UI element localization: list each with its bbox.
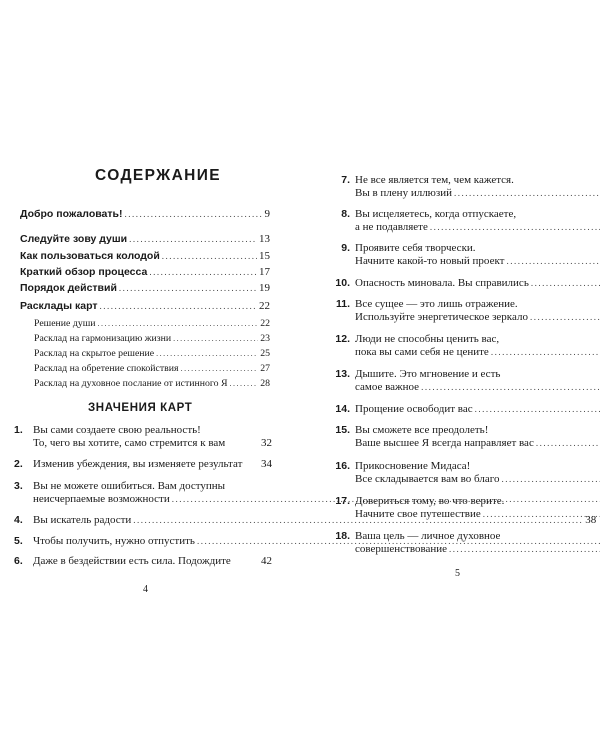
leader-dots bbox=[156, 347, 258, 360]
toc-subentry-page: 25 bbox=[260, 348, 270, 359]
toc-entry[interactable] bbox=[20, 282, 270, 295]
leader-dots bbox=[531, 277, 600, 290]
leader-dots bbox=[430, 221, 600, 234]
card-entry[interactable] bbox=[328, 460, 581, 486]
card-page: 34 bbox=[261, 458, 272, 470]
card-title-line: То, чего вы хотите, само стремится к вам bbox=[33, 437, 226, 449]
leader-dots bbox=[501, 473, 600, 486]
card-title-line: Люди не способны ценить вас, bbox=[355, 333, 500, 345]
card-title-line: Вы сами создаете свою реальность! bbox=[33, 424, 201, 436]
leader-dots bbox=[181, 362, 259, 375]
card-entry[interactable] bbox=[328, 403, 581, 416]
leader-dots bbox=[454, 187, 600, 200]
toc-entry[interactable] bbox=[20, 208, 270, 221]
card-number: 9. bbox=[341, 242, 350, 254]
card-entry[interactable] bbox=[328, 277, 581, 290]
leader-dots bbox=[162, 250, 257, 263]
card-entry[interactable] bbox=[14, 535, 272, 548]
leader-dots bbox=[98, 317, 259, 330]
card-number: 16. bbox=[335, 460, 350, 472]
toc-subentry-label: Решение души bbox=[34, 318, 96, 329]
leader-dots bbox=[491, 346, 600, 359]
leader-dots bbox=[149, 266, 257, 279]
card-number: 7. bbox=[341, 174, 350, 186]
leader-dots bbox=[475, 403, 600, 416]
right-page bbox=[300, 0, 600, 750]
card-entry[interactable] bbox=[14, 458, 272, 471]
card-title-line: Чтобы получить, нужно отпустить bbox=[33, 535, 195, 547]
card-page: 42 bbox=[261, 555, 272, 567]
leader-dots bbox=[100, 300, 258, 313]
card-title-line: Проявите себя творчески. bbox=[355, 242, 476, 254]
toc-entry[interactable] bbox=[20, 300, 270, 313]
leader-dots bbox=[173, 332, 258, 345]
card-title-line: Ваше высшее Я всегда направляет вас bbox=[355, 437, 534, 449]
leader-dots bbox=[124, 208, 262, 221]
card-page: 32 bbox=[261, 437, 272, 449]
leader-dots bbox=[483, 508, 600, 521]
card-entry[interactable] bbox=[14, 480, 272, 506]
card-entry[interactable] bbox=[328, 208, 581, 234]
toc-entry-label: Как пользоваться колодой bbox=[20, 250, 160, 262]
card-entry[interactable] bbox=[328, 530, 581, 556]
card-number: 5. bbox=[14, 535, 23, 547]
toc-entry-page: 17 bbox=[259, 266, 270, 278]
card-entry[interactable] bbox=[328, 333, 581, 359]
card-title-line: пока вы сами себя не цените bbox=[355, 346, 489, 358]
card-entry[interactable] bbox=[328, 242, 581, 268]
card-title-line: Вы не можете ошибиться. Вам доступны bbox=[33, 480, 226, 492]
toc-subentry-page: 23 bbox=[260, 333, 270, 344]
toc-subentry-label: Расклад на обретение спокойствия bbox=[34, 363, 179, 374]
card-number: 10. bbox=[335, 277, 350, 289]
toc-entry-label: Расклады карт bbox=[20, 300, 98, 312]
card-entry[interactable] bbox=[328, 298, 581, 324]
toc-entry[interactable] bbox=[20, 266, 270, 279]
card-title-line: самое важное bbox=[355, 381, 420, 393]
leader-dots bbox=[530, 311, 600, 324]
card-title-line: Не все является тем, чем кажется. bbox=[355, 174, 514, 186]
card-number: 2. bbox=[14, 458, 23, 470]
toc-subentry-page: 28 bbox=[260, 378, 270, 389]
card-title-line: а не подавляете bbox=[355, 221, 428, 233]
toc-entry-page: 13 bbox=[259, 233, 270, 245]
card-number: 18. bbox=[335, 530, 350, 542]
card-title-line: Ваша цель — личное духовное bbox=[355, 530, 501, 542]
toc-entry-page: 15 bbox=[259, 250, 270, 262]
card-title-line: Вы в плену иллюзий bbox=[355, 187, 453, 199]
card-number: 8. bbox=[341, 208, 350, 220]
card-entry[interactable] bbox=[328, 174, 581, 200]
leader-dots bbox=[506, 255, 600, 268]
card-title-line: Вы сможете все преодолеть! bbox=[355, 424, 489, 436]
toc-subentry-label: Расклад на гармонизацию жизни bbox=[34, 333, 172, 344]
toc-entry-page: 9 bbox=[264, 208, 270, 220]
toc-title: СОДЕРЖАНИЕ bbox=[95, 167, 222, 184]
card-number: 12. bbox=[335, 333, 350, 345]
card-number: 15. bbox=[335, 424, 350, 436]
toc-entry-label: Порядок действий bbox=[20, 282, 117, 294]
toc-entry-page: 22 bbox=[259, 300, 270, 312]
card-title-line: Начните свое путешествие bbox=[355, 508, 481, 520]
card-title-line: Дышите. Это мгновение и есть bbox=[355, 368, 501, 380]
card-number: 1. bbox=[14, 424, 23, 436]
toc-subentry[interactable] bbox=[34, 317, 270, 330]
toc-subentry-label: Расклад на духовное послание от истинного Я bbox=[34, 378, 228, 389]
card-title-line: Изменив убеждения, вы изменяете результат bbox=[33, 458, 243, 470]
toc-entry-label: Следуйте зову души bbox=[20, 233, 128, 245]
leader-dots bbox=[449, 543, 600, 556]
page-folio: 4 bbox=[143, 584, 148, 595]
toc-entry-label: Добро пожаловать! bbox=[20, 208, 123, 220]
card-title-line: Все сущее — это лишь отражение. bbox=[355, 298, 518, 310]
card-number: 11. bbox=[335, 298, 350, 310]
card-number: 3. bbox=[14, 480, 23, 492]
card-number: 14. bbox=[335, 403, 350, 415]
card-number: 4. bbox=[14, 514, 23, 526]
section-title: ЗНАЧЕНИЯ КАРТ bbox=[88, 402, 193, 414]
toc-entry[interactable] bbox=[20, 250, 270, 263]
leader-dots bbox=[119, 282, 257, 295]
card-page: 38 bbox=[585, 514, 597, 526]
card-title-line: Используйте энергетическое зеркало bbox=[355, 311, 528, 323]
card-number: 6. bbox=[14, 555, 23, 567]
toc-entry[interactable] bbox=[20, 233, 270, 246]
card-entry[interactable] bbox=[328, 424, 581, 450]
card-title-line: Вы искатель радости bbox=[33, 514, 132, 526]
leader-dots bbox=[421, 381, 600, 394]
toc-subentry-page: 22 bbox=[260, 318, 270, 329]
leader-dots bbox=[536, 437, 600, 450]
card-number: 13. bbox=[335, 368, 350, 380]
card-title-line: Довериться тому, во что верите. bbox=[355, 495, 505, 507]
card-entry[interactable] bbox=[328, 368, 581, 394]
leader-dots bbox=[129, 233, 257, 246]
page-folio: 5 bbox=[455, 568, 460, 579]
toc-entry-label: Краткий обзор процесса bbox=[20, 266, 148, 278]
card-title-line: Даже в бездействии есть сила. Подождите bbox=[33, 555, 231, 567]
card-entry[interactable] bbox=[328, 495, 581, 521]
leader-dots bbox=[230, 377, 259, 390]
toc-subentry-label: Расклад на скрытое решение bbox=[34, 348, 155, 359]
toc-subentry[interactable] bbox=[34, 377, 270, 390]
toc-subentry[interactable] bbox=[34, 332, 270, 345]
toc-subentry-page: 27 bbox=[260, 363, 270, 374]
card-entry[interactable] bbox=[14, 555, 272, 568]
toc-entry-page: 19 bbox=[259, 282, 270, 294]
toc-subentry[interactable] bbox=[34, 362, 270, 375]
card-title-line: совершенствование bbox=[355, 543, 448, 555]
card-title-line: неисчерпаемые возможности bbox=[33, 493, 170, 505]
card-title-line: Начните какой-то новый проект bbox=[355, 255, 505, 267]
card-title-line: Прощение освободит вас bbox=[355, 403, 473, 415]
card-title-line: Вы исцеляетесь, когда отпускаете, bbox=[355, 208, 517, 220]
card-title-line: Опасность миновала. Вы справились bbox=[355, 277, 529, 289]
card-title-line: Прикосновение Мидаса! bbox=[355, 460, 471, 472]
card-number: 17. bbox=[335, 495, 350, 507]
card-entry[interactable] bbox=[14, 424, 272, 450]
toc-subentry[interactable] bbox=[34, 347, 270, 360]
card-title-line: Все складывается вам во благо bbox=[355, 473, 500, 485]
